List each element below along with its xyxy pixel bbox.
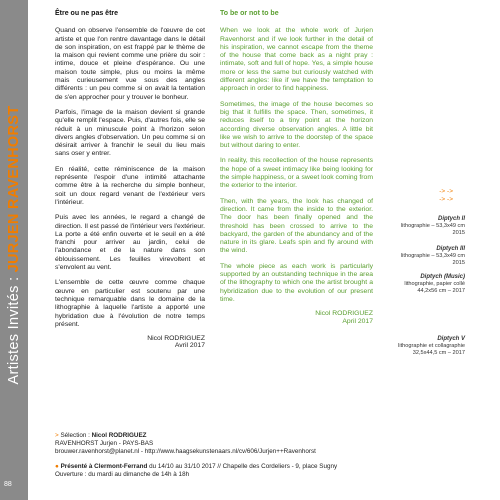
french-heading: Être ou ne pas être <box>55 10 119 17</box>
artist-line: RAVENHORST Jurjen - PAYS-BAS <box>55 440 154 448</box>
english-date: April 2017 <box>342 317 373 325</box>
caption-diptych-2 <box>388 216 465 236</box>
caption-title: Diptych III <box>436 246 465 252</box>
presentation-line <box>55 463 475 471</box>
caption-diptych-3 <box>388 246 465 266</box>
sidebar-artist-last-name: RAVENHORST <box>6 105 22 210</box>
english-paragraph: Then, with the years, the look has changed of direction. It came from the inside to the exterior. The door has been finally opened and the threshold has been crossed to arrive to the backyard, the garden of the abundancy and of the nature in its glare. Leafs spin and fly around with the wind. <box>220 197 373 255</box>
french-paragraph: Puis avec les années, le regard a changé de direction. Il est passé de l'intérieur vers l'extérieur. La porte a été enfin ouverte et le seuil en a été franchi pour arriver au jardin, celui de l'abondance et de la nature dans son éblouissement. Les feuilles virevoltent et s'envolent au vent. <box>55 214 205 272</box>
caption-year: 2015 <box>452 259 465 266</box>
french-author: Nicol RODRIGUEZ <box>147 335 205 343</box>
footer <box>55 432 475 479</box>
arrow-icon: -> -> <box>439 196 453 203</box>
english-paragraph: The whole piece as each work is particularly supported by an outstanding technique in the area of the lithography to which one the artist brought a hybridization due to the evolution of our present time. <box>220 262 373 303</box>
caption-arrows <box>423 188 453 204</box>
french-paragraph: Quand on observe l'ensemble de l'œuvre de cet artiste et que l'on rentre davantage dans le détail de son inspiration, on est frappé par le thème de la maison qui revient comme une prière du soir : intime, douce et pleine d'espérance. Ou une maison toute simple, plus ou moins la même mais curieusement vue sous des angles différents : un peu comme si on avait la tentation de s'en approcher pour y trouver le bonheur. <box>55 27 205 101</box>
english-paragraph: Sometimes, the image of the house becomes so big that it fulfills the space. Then, sometimes, it reduces itself to a tiny point at the horizon according diverse observation angles. A little bit like we wish to arrive to the doorstep of the space but without daring to enter. <box>220 100 373 150</box>
sidebar-title-prefix: Artistes Invités : <box>6 272 22 385</box>
english-column <box>220 10 373 326</box>
sidebar-title <box>4 25 24 465</box>
caption-size: 32,5x44,5 cm – 2017 <box>412 349 465 356</box>
sidebar <box>0 0 28 500</box>
arrow-icon: -> -> <box>439 188 453 195</box>
caption-medium: lithographie – 53,3x49 cm <box>400 222 465 229</box>
english-heading: To be or not to be <box>220 10 279 17</box>
presented-details: du 14/10 au 31/10 2017 // Chapelle des Cordeliers - 9, place Sugny <box>147 462 338 470</box>
opening-hours: Ouverture : du mardi au dimanche de 14h à 18h <box>55 470 190 478</box>
sidebar-artist-first-name: JURJEN <box>6 209 22 273</box>
caption-diptych-music <box>388 274 465 294</box>
bullet-icon: ● <box>55 462 61 470</box>
selection-label: Sélection : <box>60 432 92 439</box>
caption-medium: lithographie – 53,3x49 cm <box>400 252 465 259</box>
caption-medium: lithographie et collagraphie <box>398 342 465 349</box>
caption-title: Diptych V <box>437 336 465 342</box>
presented-label: Présenté à Clermont-Ferrand <box>60 462 148 470</box>
caption-title: Diptych II <box>437 216 465 222</box>
caption-year: 2015 <box>452 229 465 236</box>
english-author: Nicol RODRIGUEZ <box>315 310 373 318</box>
caption-size: 44,2x56 cm – 2017 <box>417 287 465 294</box>
arrow-icon: > <box>55 432 61 439</box>
selection-name: Nicol RODRIGUEZ <box>91 432 147 439</box>
french-column <box>55 10 205 351</box>
french-paragraph: En réalité, cette réminiscence de la maison représente l'espoir d'une intimité attachante comme être à la recherche du simple bonheur, soit un doux regard venant de l'extérieur vers l'intérieur. <box>55 165 205 206</box>
english-paragraph: When we look at the whole work of Jurjen Ravenhorst and if we look further in the detail of his inspiration, we cannot escape from the theme of the house that come back as a night pray : intimate, soft and full of hope. Yes, a simple house more or less the same but curiously watched with different angles: like if we have the temptation to approach in order to find happiness. <box>220 27 373 93</box>
selection-line <box>55 432 475 440</box>
english-paragraph: In reality, this recollection of the house represents the hope of a sweet intimacy like being looking for the simple happiness, or a sweet look coming from the exterior to the interior. <box>220 157 373 190</box>
french-paragraph: L'ensemble de cette œuvre comme chaque œuvre en particulier est soutenu par une technique remarquable dans le domaine de la lithographie à laquelle l'artiste a apporté une hybridation due à l'évolution de notre temps présent. <box>55 279 205 328</box>
caption-title: Diptych (Music) <box>420 274 465 280</box>
caption-diptych-5 <box>388 336 465 356</box>
french-paragraph: Parfois, l'image de la maison devient si grande qu'elle remplit l'espace. Puis, d'autres fois, elle se réduit à un minuscule point à l'horizon selon divers angles d'observation. Un peu comme si on désirait arriver à franchir le seuil du lieu mais sans oser y entrer. <box>55 108 205 158</box>
contact-link[interactable]: brouwer.ravenhorst@planet.nl - http://www.haagsekunstenaars.nl/cv/606/Jurjen++Ravenhorst <box>55 448 316 456</box>
french-date: Avril 2017 <box>174 342 205 350</box>
page-number: 88 <box>4 481 12 488</box>
caption-medium: lithographie, papier collé <box>404 280 465 287</box>
